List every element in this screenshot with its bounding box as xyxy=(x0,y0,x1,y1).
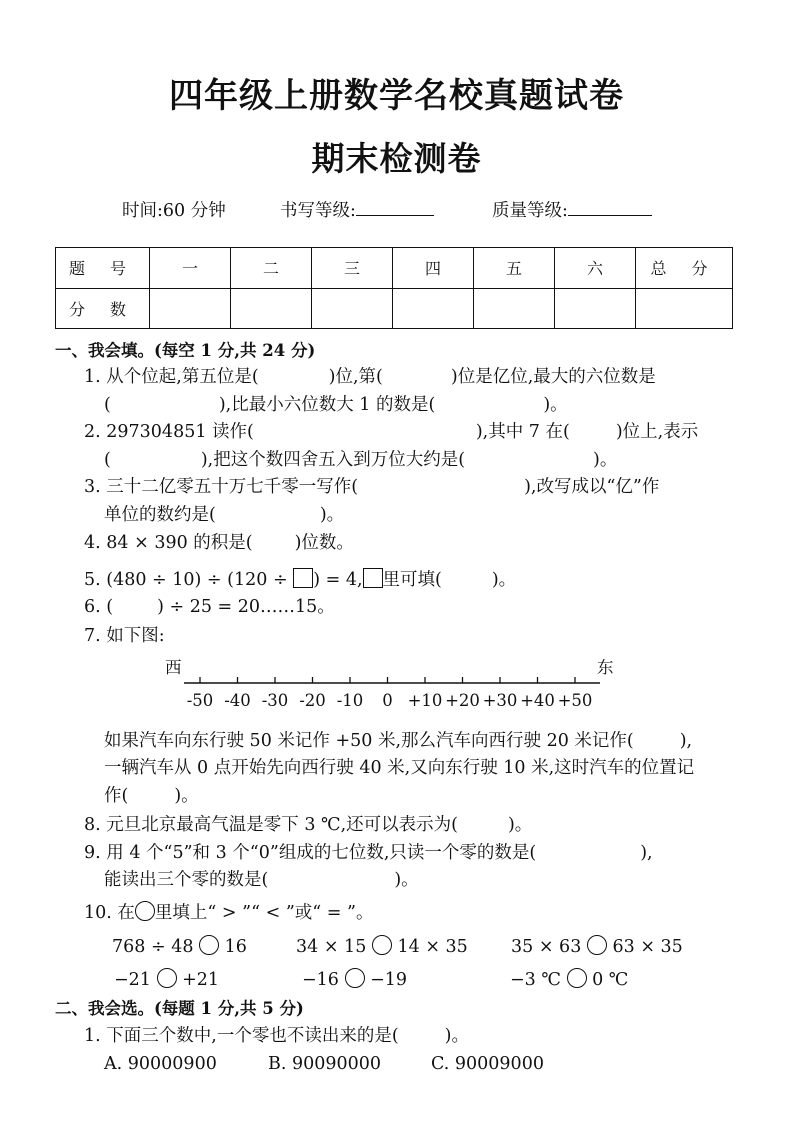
number-line-tick-label: +30 xyxy=(482,691,518,710)
q9-text-b: ), xyxy=(640,843,653,863)
number-line-tick-label: +10 xyxy=(407,691,443,710)
score-cell-1[interactable] xyxy=(150,288,231,329)
compare-circle-input[interactable] xyxy=(157,968,177,988)
compare-left: −21 xyxy=(114,970,151,990)
q5-text-a: 5. (480 ÷ 10) ÷ (120 ÷ xyxy=(84,570,288,590)
q2-line2 xyxy=(104,452,617,470)
writing-grade-text: 书写等级: xyxy=(280,201,356,221)
writing-grade-label xyxy=(280,203,434,221)
number-line-tick-label: +50 xyxy=(557,691,593,710)
compare-right: −19 xyxy=(370,970,408,990)
compare-right: 0 ℃ xyxy=(592,970,629,990)
q1-line1 xyxy=(84,369,656,387)
number-line-tick-label: -20 xyxy=(299,691,326,710)
compare-left: −3 ℃ xyxy=(510,970,561,990)
q3-text-c: 单位的数约是( xyxy=(104,505,216,525)
q7-text-1b: ), xyxy=(679,731,693,751)
q8-text-b: )。 xyxy=(507,815,533,835)
time-info: 时间:60 分钟 xyxy=(122,201,226,221)
compare-item-4 xyxy=(114,968,219,990)
score-cell-2[interactable] xyxy=(231,288,312,329)
q9-text-d: )。 xyxy=(394,870,419,890)
quality-grade-label xyxy=(492,203,652,221)
compare-circle-input[interactable] xyxy=(567,968,587,988)
col-header-6: 六 xyxy=(555,248,636,289)
q2-text-a: 2. 297304851 读作( xyxy=(84,422,254,442)
q8-line xyxy=(84,817,532,835)
number-line-tick-label: +40 xyxy=(520,691,555,710)
row-label-question-number: 题 号 xyxy=(56,248,150,289)
q4-text-b: )位数。 xyxy=(294,533,354,553)
score-cell-total[interactable] xyxy=(636,288,733,329)
q2-text-e: ),把这个数四舍五入到万位大约是( xyxy=(200,450,466,470)
answer-square-box[interactable] xyxy=(293,568,313,588)
compare-circle-input[interactable] xyxy=(372,935,392,955)
compare-circle-input[interactable] xyxy=(199,935,219,955)
q1-text-b: )位,第( xyxy=(328,367,383,387)
q9-text-c: 能读出三个零的数是( xyxy=(104,870,269,890)
q3-line1 xyxy=(84,479,659,497)
exam-subtitle: 期末检测卷 xyxy=(311,139,482,178)
q6-text-a: 6. ( xyxy=(84,597,114,617)
number-line-ticks xyxy=(200,677,575,683)
quality-grade-blank[interactable] xyxy=(568,215,652,216)
q2-text-d: ( xyxy=(104,450,111,470)
q4-line xyxy=(84,535,354,553)
compare-right: +21 xyxy=(182,970,220,990)
q7-text-3b: )。 xyxy=(174,786,199,806)
col-header-total: 总 分 xyxy=(636,248,733,289)
score-cell-4[interactable] xyxy=(393,288,474,329)
q2-text-b: ),其中 7 在( xyxy=(475,422,570,442)
q1-text-c: )位是亿位,最大的六位数是 xyxy=(450,367,656,387)
q2-line1 xyxy=(84,424,698,442)
section1-heading: 一、我会填。(每空 1 分,共 24 分) xyxy=(55,341,316,360)
compare-left: 35 × 63 xyxy=(511,937,582,957)
score-table xyxy=(55,247,733,329)
q9-text-a: 9. 用 4 个“5”和 3 个“0”组成的七位数,只读一个零的数是( xyxy=(84,843,537,863)
score-table-score-row xyxy=(56,288,733,329)
answer-square-box-reference xyxy=(363,568,383,588)
number-line-tick-label: 0 xyxy=(382,691,393,710)
q7-text-1a: 如果汽车向东行驶 50 米记作 +50 米,那么汽车向西行驶 20 米记作( xyxy=(104,731,634,751)
compare-item-6 xyxy=(510,968,628,990)
q3-line2 xyxy=(104,507,344,525)
compare-circle-input[interactable] xyxy=(345,968,365,988)
q5-text-c: 里可填( xyxy=(382,570,442,590)
quality-grade-text: 质量等级: xyxy=(492,201,568,221)
s2-q1-line xyxy=(84,1028,469,1046)
compare-item-2 xyxy=(296,935,468,957)
q1-text-d: ( xyxy=(104,395,111,415)
q3-text-d: )。 xyxy=(319,505,345,525)
compare-left: −16 xyxy=(302,970,339,990)
col-header-3: 三 xyxy=(312,248,393,289)
number-line-tick-label: -10 xyxy=(336,691,364,710)
score-cell-5[interactable] xyxy=(474,288,555,329)
q10-text-a: 10. 在 xyxy=(84,903,135,923)
compare-right: 16 xyxy=(224,937,247,957)
score-cell-6[interactable] xyxy=(555,288,636,329)
col-header-4: 四 xyxy=(393,248,474,289)
compare-right: 63 × 35 xyxy=(612,937,683,957)
col-header-1: 一 xyxy=(150,248,231,289)
q7-text-3a: 作( xyxy=(104,786,129,806)
q2-text-f: )。 xyxy=(593,450,618,470)
compare-right: 14 × 35 xyxy=(397,937,468,957)
col-header-2: 二 xyxy=(231,248,312,289)
number-line-east-label: 东 xyxy=(597,658,614,677)
score-cell-3[interactable] xyxy=(312,288,393,329)
q6-line xyxy=(84,599,335,617)
q1-text-f: )。 xyxy=(543,395,568,415)
col-header-5: 五 xyxy=(474,248,555,289)
q3-text-a: 3. 三十二亿零五十万七千零一写作( xyxy=(84,477,359,497)
q5-text-b: ) = 4, xyxy=(313,570,363,590)
q7-intro: 7. 如下图: xyxy=(84,626,165,646)
q10-text-b: 里填上“ > ”“ < ”或“ = ”。 xyxy=(154,903,374,923)
number-line-tick-label: +20 xyxy=(445,691,480,710)
q1-text-e: ),比最小六位数大 1 的数是( xyxy=(218,395,436,415)
row-label-score: 分 数 xyxy=(56,288,150,329)
s2-q1-text-b: )。 xyxy=(444,1026,469,1046)
option-b[interactable]: B. 90090000 xyxy=(268,1054,382,1074)
score-table-header-row xyxy=(56,248,733,289)
q3-text-b: ),改写成以“亿”作 xyxy=(524,477,660,497)
s2-q1-text-a: 1. 下面三个数中,一个零也不读出来的是( xyxy=(84,1026,399,1046)
compare-left: 34 × 15 xyxy=(296,937,367,957)
q6-text-b: ) ÷ 25 = 20……15。 xyxy=(157,597,335,617)
number-line-tick-label: -30 xyxy=(261,691,289,710)
compare-item-3 xyxy=(511,935,683,957)
option-a[interactable]: A. 90000900 xyxy=(104,1054,217,1074)
q9-line2 xyxy=(104,872,419,890)
compare-left: 768 ÷ 48 xyxy=(112,937,194,957)
option-c[interactable]: C. 90009000 xyxy=(431,1054,544,1074)
q5-text-d: )。 xyxy=(491,570,517,590)
number-line-tick-label: -40 xyxy=(224,691,251,710)
q7-line1 xyxy=(104,733,692,751)
number-line-tick-label: -50 xyxy=(186,691,214,710)
exam-title: 四年级上册数学名校真题试卷 xyxy=(169,76,624,116)
q4-text-a: 4. 84 × 390 的积是( xyxy=(84,533,253,553)
circle-icon xyxy=(135,901,155,921)
number-line xyxy=(182,668,602,688)
section2-heading: 二、我会选。(每题 1 分,共 5 分) xyxy=(55,999,304,1018)
q2-text-c: )位上,表示 xyxy=(615,422,699,442)
q8-text-a: 8. 元旦北京最高气温是零下 3 ℃,还可以表示为( xyxy=(84,815,458,835)
q7-line3 xyxy=(104,788,199,806)
number-line-west-label: 西 xyxy=(165,658,182,677)
q9-line1 xyxy=(84,845,653,863)
compare-item-5 xyxy=(302,968,407,990)
compare-item-1 xyxy=(112,935,247,957)
q1-text-a: 1. 从个位起,第五位是( xyxy=(84,367,259,387)
q10-line xyxy=(84,901,373,923)
q7-line2: 一辆汽车从 0 点开始先向西行驶 40 米,又向东行驶 10 米,这时汽车的位置记 xyxy=(104,758,695,778)
q5-line xyxy=(84,568,516,590)
writing-grade-blank[interactable] xyxy=(356,215,434,216)
compare-circle-input[interactable] xyxy=(587,935,607,955)
q1-line2 xyxy=(104,397,568,415)
